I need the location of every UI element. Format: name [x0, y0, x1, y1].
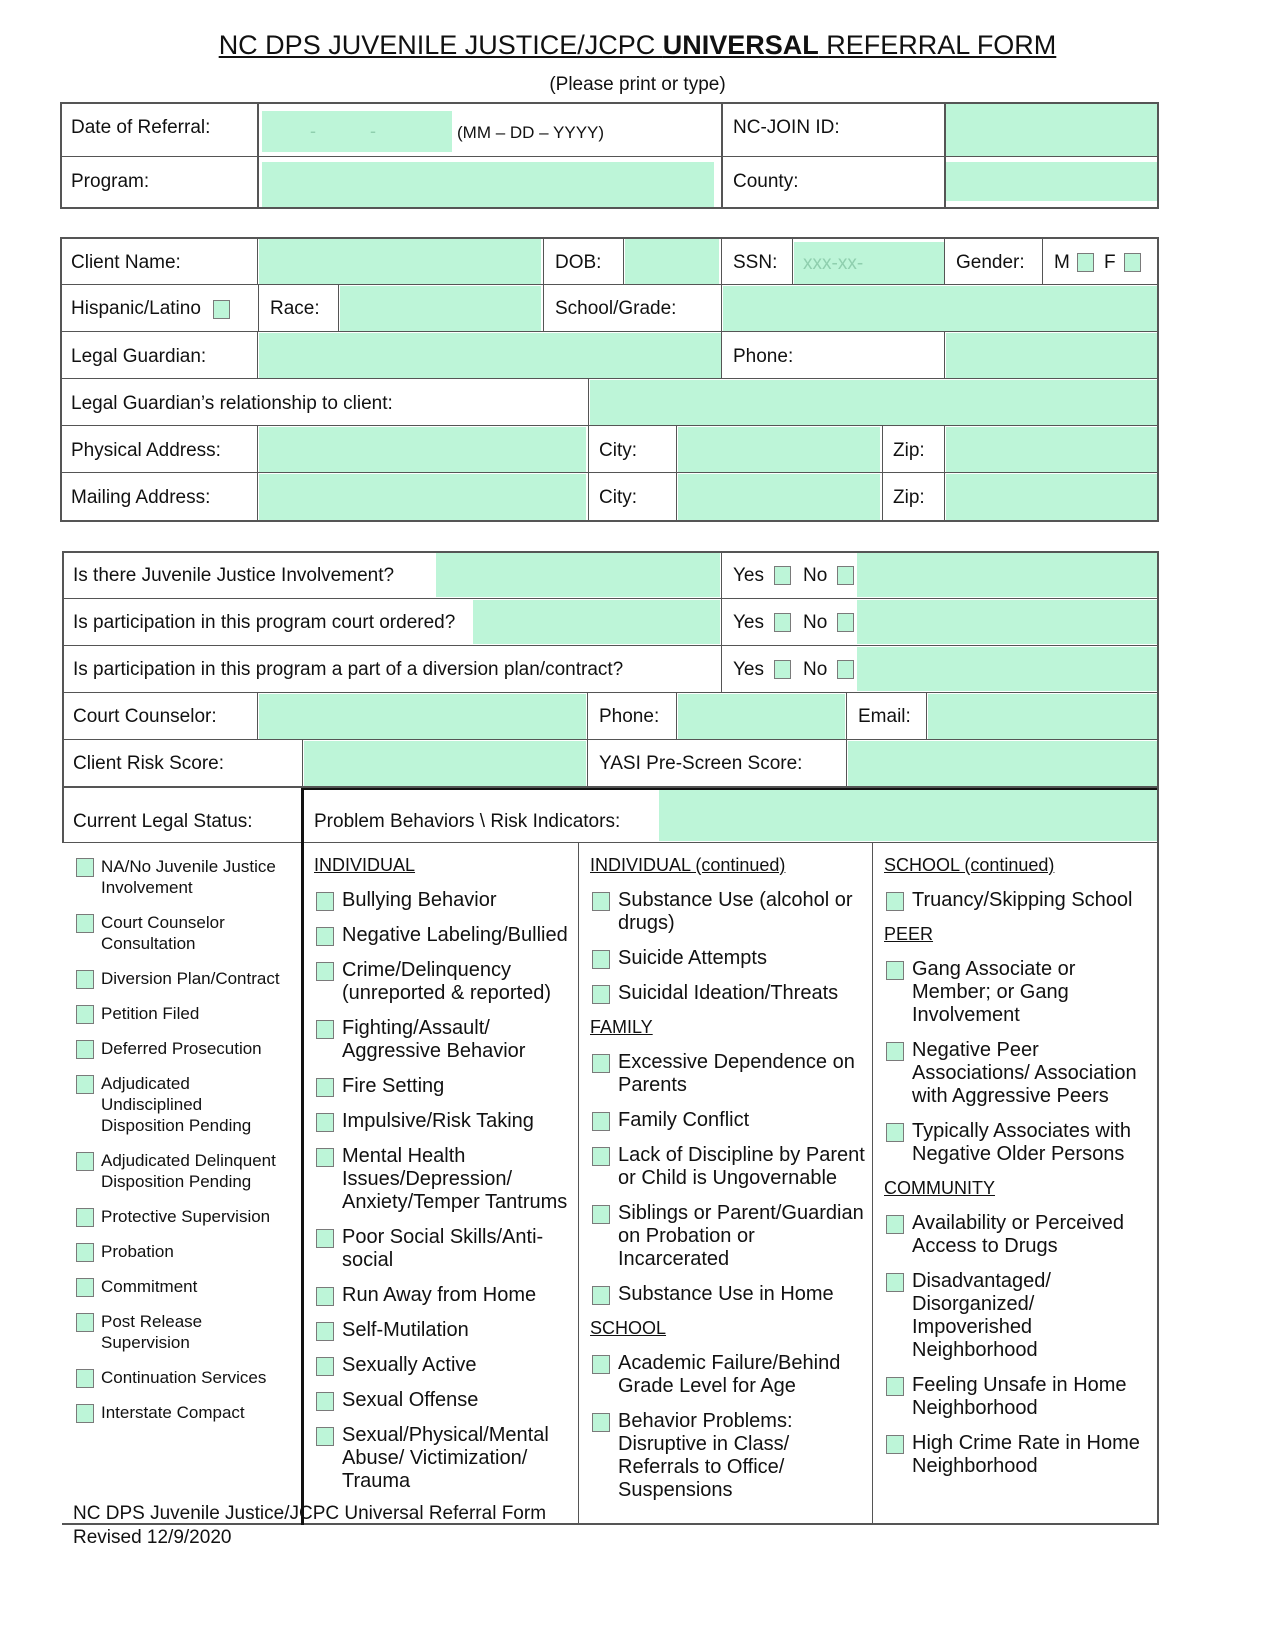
mailing-address-label: Mailing Address: [71, 487, 211, 508]
risk-item-truancy-skipping-school: Truancy/Skipping School [912, 889, 1133, 911]
risk-item-feeling-unsafe-in-home-neighborhood: Feeling Unsafe in Home Neighborhood [912, 1374, 1127, 1419]
risk-item-high-crime-rate-in-home-neighborhood: High Crime Rate in Home Neighborhood [912, 1432, 1140, 1477]
checkbox-negative-labeling-bullied[interactable] [316, 927, 334, 946]
date-format-hint: (MM – DD – YYYY) [457, 123, 605, 142]
footer-form-name: NC DPS Juvenile Justice/JCPC Universal Referral Form [73, 1503, 547, 1524]
legal-status-checkbox-probation[interactable] [76, 1243, 94, 1262]
legal-status-adjudicated-delinquent-disposition-pendi: Adjudicated Delinquent Disposition Pending [101, 1151, 276, 1191]
checkbox-self-mutilation[interactable] [316, 1322, 334, 1341]
checkbox-family-conflict[interactable] [592, 1112, 610, 1131]
legal-status-checkbox-adjudicated-delinquent-disposition-pendi[interactable] [76, 1152, 94, 1171]
risk-score-field[interactable] [304, 741, 586, 786]
diversion-detail-field[interactable] [857, 647, 1157, 691]
checkbox-substance-use-in-home[interactable] [592, 1286, 610, 1305]
gender-male-checkbox[interactable] [1077, 253, 1094, 272]
hispanic-checkbox[interactable] [213, 300, 230, 319]
risk-item-gang-associate-or-member-or-gang-involve: Gang Associate or Member; or Gang Involvement [912, 958, 1076, 1026]
counselor-phone-field[interactable] [678, 694, 845, 739]
legal-status-checkbox-diversion-plan-contract[interactable] [76, 970, 94, 989]
checkbox-behavior-problems-disruptive-in-class-re[interactable] [592, 1413, 610, 1432]
guardian-phone-field[interactable] [946, 333, 1158, 378]
legal-status-checkbox-deferred-prosecution[interactable] [76, 1040, 94, 1059]
involvement-field[interactable] [436, 553, 720, 597]
risk-item-run-away-from-home: Run Away from Home [342, 1284, 537, 1306]
mailing-city-label: City: [599, 487, 637, 508]
ssn-label: SSN: [733, 252, 778, 273]
checkbox-bullying-behavior[interactable] [316, 892, 334, 911]
checkbox-fire-setting[interactable] [316, 1078, 334, 1097]
risk-item-impulsive-risk-taking: Impulsive/Risk Taking [342, 1110, 534, 1132]
program-label: Program: [71, 171, 150, 192]
legal-status-commitment: Commitment [101, 1277, 198, 1296]
legal-status-diversion-plan-contract: Diversion Plan/Contract [101, 969, 280, 988]
risk-item-family-conflict: Family Conflict [618, 1109, 750, 1131]
client-name-field[interactable] [259, 239, 541, 284]
risk-item-self-mutilation: Self-Mutilation [342, 1319, 469, 1341]
program-field[interactable] [262, 162, 714, 207]
risk-item-siblings-or-parent-guardian-on-probation: Siblings or Parent/Guardian on Probation or Incarcerated [618, 1202, 864, 1270]
date-field[interactable] [262, 111, 452, 152]
risk-item-behavior-problems-disruptive-in-class-re: Behavior Problems: Disruptive in Class/ Referrals to Office/ Suspensions [618, 1410, 793, 1501]
risk-item-sexual-offense: Sexual Offense [342, 1389, 479, 1411]
involvement-question: Is there Juvenile Justice Involvement? [73, 565, 395, 586]
checkbox-substance-use-alcohol-or-drugs[interactable] [592, 892, 610, 911]
ssn-placeholder: xxx-xx- [803, 253, 864, 274]
risk-score-label: Client Risk Score: [73, 753, 224, 774]
legal-status-court-counselor-consultation: Court Counselor Consultation [101, 913, 225, 953]
legal-status-petition-filed: Petition Filed [101, 1004, 200, 1023]
physical-address-field[interactable] [259, 427, 586, 472]
race-label: Race: [270, 298, 320, 319]
no-label: No [803, 659, 828, 680]
risk-item-academic-failure-behind-grade-level-for-: Academic Failure/Behind Grade Level for Age [618, 1352, 841, 1397]
counselor-phone-label: Phone: [599, 706, 660, 727]
risk-item-negative-peer-associations-association-w: Negative Peer Associations/ Association with Aggressive Peers [912, 1039, 1137, 1107]
legal-status-deferred-prosecution: Deferred Prosecution [101, 1039, 262, 1058]
hispanic-label: Hispanic/Latino [71, 298, 201, 319]
gender-female-label: F [1104, 252, 1116, 273]
guardian-phone-label: Phone: [733, 346, 794, 367]
guardian-field[interactable] [259, 333, 721, 378]
risk-item-poor-social-skills-anti-social: Poor Social Skills/Anti- social [342, 1226, 544, 1271]
school-grade-field[interactable] [723, 286, 1158, 331]
checkbox-negative-peer-associations-association-w[interactable] [886, 1042, 904, 1061]
checkbox-suicide-attempts[interactable] [592, 950, 610, 969]
court-counselor-label: Court Counselor: [73, 706, 217, 727]
yasi-score-field[interactable] [848, 741, 1157, 786]
gender-label: Gender: [956, 252, 1025, 273]
title-part: NC DPS JUVENILE JUSTICE/JCPC [218, 30, 663, 60]
risk-item-excessive-dependence-on-parents: Excessive Dependence on Parents [618, 1051, 855, 1096]
risk-item-substance-use-alcohol-or-drugs: Substance Use (alcohol or drugs) [618, 889, 853, 934]
physical-zip-label: Zip: [893, 440, 925, 461]
counselor-email-field[interactable] [928, 694, 1157, 739]
checkbox-sexual-offense[interactable] [316, 1392, 334, 1411]
guardian-label: Legal Guardian: [71, 346, 207, 367]
checkbox-availability-or-perceived-access-to-drug[interactable] [886, 1215, 904, 1234]
court-counselor-field[interactable] [259, 694, 586, 739]
form-title [0, 30, 1275, 61]
date-separator: - [370, 121, 376, 141]
checkbox-feeling-unsafe-in-home-neighborhood[interactable] [886, 1377, 904, 1396]
section-heading-peer: PEER [884, 924, 934, 944]
checkbox-crime-delinquency-unreported-reported[interactable] [316, 962, 334, 981]
physical-city-label: City: [599, 440, 637, 461]
legal-status-adjudicated-undisciplined-disposition-pe: Adjudicated Undisciplined Disposition Pending [101, 1074, 252, 1135]
date-separator: - [310, 121, 316, 141]
legal-status-checkbox-petition-filed[interactable] [76, 1005, 94, 1024]
legal-status-post-release-supervision: Post Release Supervision [101, 1312, 203, 1352]
section-heading-family: FAMILY [590, 1017, 653, 1037]
risk-item-disadvantaged-disorganized-impoverished-: Disadvantaged/ Disorganized/ Impoverished Neighborhood [912, 1270, 1051, 1361]
physical-address-label: Physical Address: [71, 440, 221, 461]
section-heading-individual_cont: INDIVIDUAL (continued) [590, 855, 786, 875]
dob-field[interactable] [625, 239, 719, 284]
title-emphasis: UNIVERSAL [662, 30, 819, 60]
title-part: REFERRAL FORM [818, 30, 1057, 60]
legal-status-checkbox-continuation-services[interactable] [76, 1369, 94, 1388]
legal-status-checkbox-interstate-compact[interactable] [76, 1404, 94, 1423]
checkbox-sexually-active[interactable] [316, 1357, 334, 1376]
no-label: No [803, 612, 828, 633]
court-ordered-no-checkbox[interactable] [837, 613, 854, 632]
risk-item-mental-health-issues-depression-anxiety-: Mental Health Issues/Depression/ Anxiety/Temper Tantrums [342, 1145, 568, 1213]
yes-label: Yes [733, 612, 764, 633]
risk-item-bullying-behavior: Bullying Behavior [342, 889, 497, 911]
checkbox-academic-failure-behind-grade-level-for-[interactable] [592, 1355, 610, 1374]
court-ordered-detail-field[interactable] [857, 600, 1157, 644]
legal-status-na-no-juvenile-justice-involvement: NA/No Juvenile Justice Involvement [101, 857, 276, 897]
risk-item-suicidal-ideation-threats: Suicidal Ideation/Threats [618, 982, 839, 1004]
yes-label: Yes [733, 659, 764, 680]
checkbox-run-away-from-home[interactable] [316, 1287, 334, 1306]
mailing-address-field[interactable] [259, 474, 586, 520]
ncjoin-label: NC-JOIN ID: [733, 117, 840, 138]
date-label: Date of Referral: [71, 117, 211, 138]
section-heading-school: SCHOOL [590, 1318, 667, 1338]
checkbox-poor-social-skills-anti-social[interactable] [316, 1229, 334, 1248]
mailing-city-field[interactable] [678, 474, 880, 520]
relationship-field[interactable] [590, 380, 1158, 425]
physical-city-field[interactable] [678, 427, 880, 472]
no-label: No [803, 565, 828, 586]
legal-status-checkbox-post-release-supervision[interactable] [76, 1313, 94, 1332]
gender-male-label: M [1054, 252, 1070, 273]
risk-item-substance-use-in-home: Substance Use in Home [618, 1283, 834, 1305]
checkbox-sexual-physical-mental-abuse-victimizati[interactable] [316, 1427, 334, 1446]
yes-label: Yes [733, 565, 764, 586]
ncjoin-field[interactable] [946, 104, 1158, 156]
yasi-score-label: YASI Pre-Screen Score: [599, 753, 803, 774]
legal-status-heading: Current Legal Status: [73, 811, 253, 832]
checkbox-typically-associates-with-negative-older[interactable] [886, 1123, 904, 1142]
risk-item-suicide-attempts: Suicide Attempts [618, 947, 767, 969]
involvement-detail-field[interactable] [857, 553, 1157, 597]
diversion-no-checkbox[interactable] [837, 660, 854, 679]
checkbox-fighting-assault-aggressive-behavior[interactable] [316, 1020, 334, 1039]
legal-status-checkbox-commitment[interactable] [76, 1278, 94, 1297]
section-heading-school_cont: SCHOOL (continued) [884, 855, 1055, 875]
checkbox-high-crime-rate-in-home-neighborhood[interactable] [886, 1435, 904, 1454]
risk-item-crime-delinquency-unreported-reported: Crime/Delinquency (unreported & reported) [342, 959, 552, 1004]
risk-item-lack-of-discipline-by-parent-or-child-is: Lack of Discipline by Parent or Child is Ungovernable [618, 1144, 865, 1189]
legal-status-continuation-services: Continuation Services [101, 1368, 267, 1387]
risk-item-typically-associates-with-negative-older: Typically Associates with Negative Older Persons [912, 1120, 1131, 1165]
relationship-label: Legal Guardian’s relationship to client: [71, 393, 393, 414]
risk-item-fire-setting: Fire Setting [342, 1075, 445, 1097]
involvement-no-checkbox[interactable] [837, 566, 854, 585]
court-ordered-yes-checkbox[interactable] [774, 613, 791, 632]
risk-item-availability-or-perceived-access-to-drug: Availability or Perceived Access to Drugs [912, 1212, 1124, 1257]
county-field[interactable] [946, 162, 1158, 201]
legal-status-probation: Probation [101, 1242, 174, 1261]
footer-revision: Revised 12/9/2020 [73, 1527, 232, 1548]
county-label: County: [733, 171, 799, 192]
risk-item-sexual-physical-mental-abuse-victimizati: Sexual/Physical/Mental Abuse/ Victimization/ Trauma [342, 1424, 549, 1492]
checkbox-disadvantaged-disorganized-impoverished-[interactable] [886, 1273, 904, 1292]
physical-zip-field[interactable] [946, 427, 1158, 472]
gender-female-checkbox[interactable] [1124, 253, 1141, 272]
checkbox-impulsive-risk-taking[interactable] [316, 1113, 334, 1132]
legal-status-protective-supervision: Protective Supervision [101, 1207, 271, 1226]
mailing-zip-field[interactable] [946, 474, 1158, 520]
checkbox-siblings-or-parent-guardian-on-probation[interactable] [592, 1205, 610, 1224]
checkbox-mental-health-issues-depression-anxiety-[interactable] [316, 1148, 334, 1167]
mailing-zip-label: Zip: [893, 487, 925, 508]
checkbox-suicidal-ideation-threats[interactable] [592, 985, 610, 1004]
checkbox-excessive-dependence-on-parents[interactable] [592, 1054, 610, 1073]
form-subtitle: (Please print or type) [549, 74, 726, 95]
legal-status-checkbox-court-counselor-consultation[interactable] [76, 914, 94, 933]
involvement-yes-checkbox[interactable] [774, 566, 791, 585]
legal-status-checkbox-na-no-juvenile-justice-involvement[interactable] [76, 858, 94, 877]
section-heading-individual: INDIVIDUAL [314, 855, 416, 875]
client-name-label: Client Name: [71, 252, 181, 273]
legal-status-interstate-compact: Interstate Compact [101, 1403, 245, 1422]
checkbox-lack-of-discipline-by-parent-or-child-is[interactable] [592, 1147, 610, 1166]
problem-behaviors-heading: Problem Behaviors \ Risk Indicators: [314, 811, 621, 832]
race-field[interactable] [340, 286, 541, 331]
checkbox-gang-associate-or-member-or-gang-involve[interactable] [886, 961, 904, 980]
section-heading-community: COMMUNITY [884, 1178, 995, 1198]
risk-item-sexually-active: Sexually Active [342, 1354, 477, 1376]
dob-label: DOB: [555, 252, 602, 273]
diversion-question: Is participation in this program a part of a diversion plan/contract? [73, 659, 624, 680]
court-ordered-field[interactable] [473, 600, 720, 644]
court-ordered-question: Is participation in this program court ordered? [73, 612, 456, 633]
legal-status-checkbox-protective-supervision[interactable] [76, 1208, 94, 1227]
risk-item-negative-labeling-bullied: Negative Labeling/Bullied [342, 924, 568, 946]
checkbox-truancy-skipping-school[interactable] [886, 892, 904, 911]
legal-status-checkbox-adjudicated-undisciplined-disposition-pe[interactable] [76, 1075, 94, 1094]
diversion-yes-checkbox[interactable] [774, 660, 791, 679]
risk-item-fighting-assault-aggressive-behavior: Fighting/Assault/ Aggressive Behavior [342, 1017, 526, 1062]
counselor-email-label: Email: [858, 706, 911, 727]
school-grade-label: School/Grade: [555, 298, 677, 319]
problem-behaviors-field[interactable] [659, 790, 1157, 841]
